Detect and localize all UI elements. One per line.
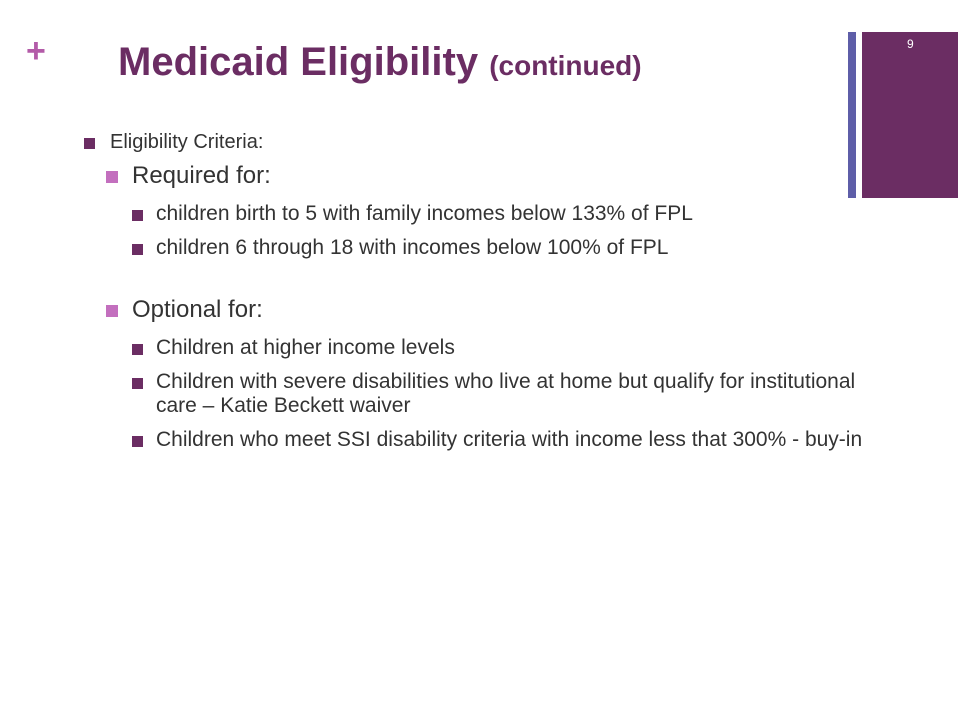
accent-bar-thick	[862, 32, 958, 198]
bullet-text: Children who meet SSI disability criteria with income less that 300% - buy-in	[156, 428, 863, 452]
bullet-text: children birth to 5 with family incomes below 133% of FPL	[156, 201, 693, 225]
slide-title	[118, 40, 642, 84]
bullet-text: Eligibility Criteria:	[110, 131, 264, 153]
square-bullet-icon	[106, 171, 118, 183]
slide-title-suffix: (continued)	[489, 50, 642, 81]
slide-number: 9	[907, 37, 914, 51]
plus-mark: +	[26, 32, 46, 70]
bullet-optional-for	[106, 296, 874, 325]
square-bullet-icon	[132, 436, 143, 447]
list-item	[132, 428, 874, 452]
bullet-text: Required for:	[132, 162, 271, 189]
slide-content	[84, 124, 874, 452]
square-bullet-icon	[84, 138, 95, 149]
bullet-text: Children with severe disabilities who live at home but qualify for institutional care – Katie Beckett waiver	[156, 370, 856, 417]
list-item	[132, 336, 874, 360]
bullet-required-for	[106, 162, 874, 191]
list-item	[132, 370, 874, 417]
bullet-eligibility-criteria	[84, 130, 874, 154]
bullet-text: Optional for:	[132, 295, 263, 323]
square-bullet-icon	[106, 305, 118, 317]
square-bullet-icon	[132, 210, 143, 221]
square-bullet-icon	[132, 244, 143, 255]
square-bullet-icon	[132, 378, 143, 389]
spacer	[84, 260, 874, 288]
list-item	[132, 202, 874, 226]
list-item	[132, 236, 874, 260]
bullet-text: children 6 through 18 with incomes below 100% of FPL	[156, 236, 669, 260]
slide-title-main: Medicaid Eligibility	[118, 40, 479, 84]
square-bullet-icon	[132, 344, 143, 355]
bullet-text: Children at higher income levels	[156, 335, 455, 359]
